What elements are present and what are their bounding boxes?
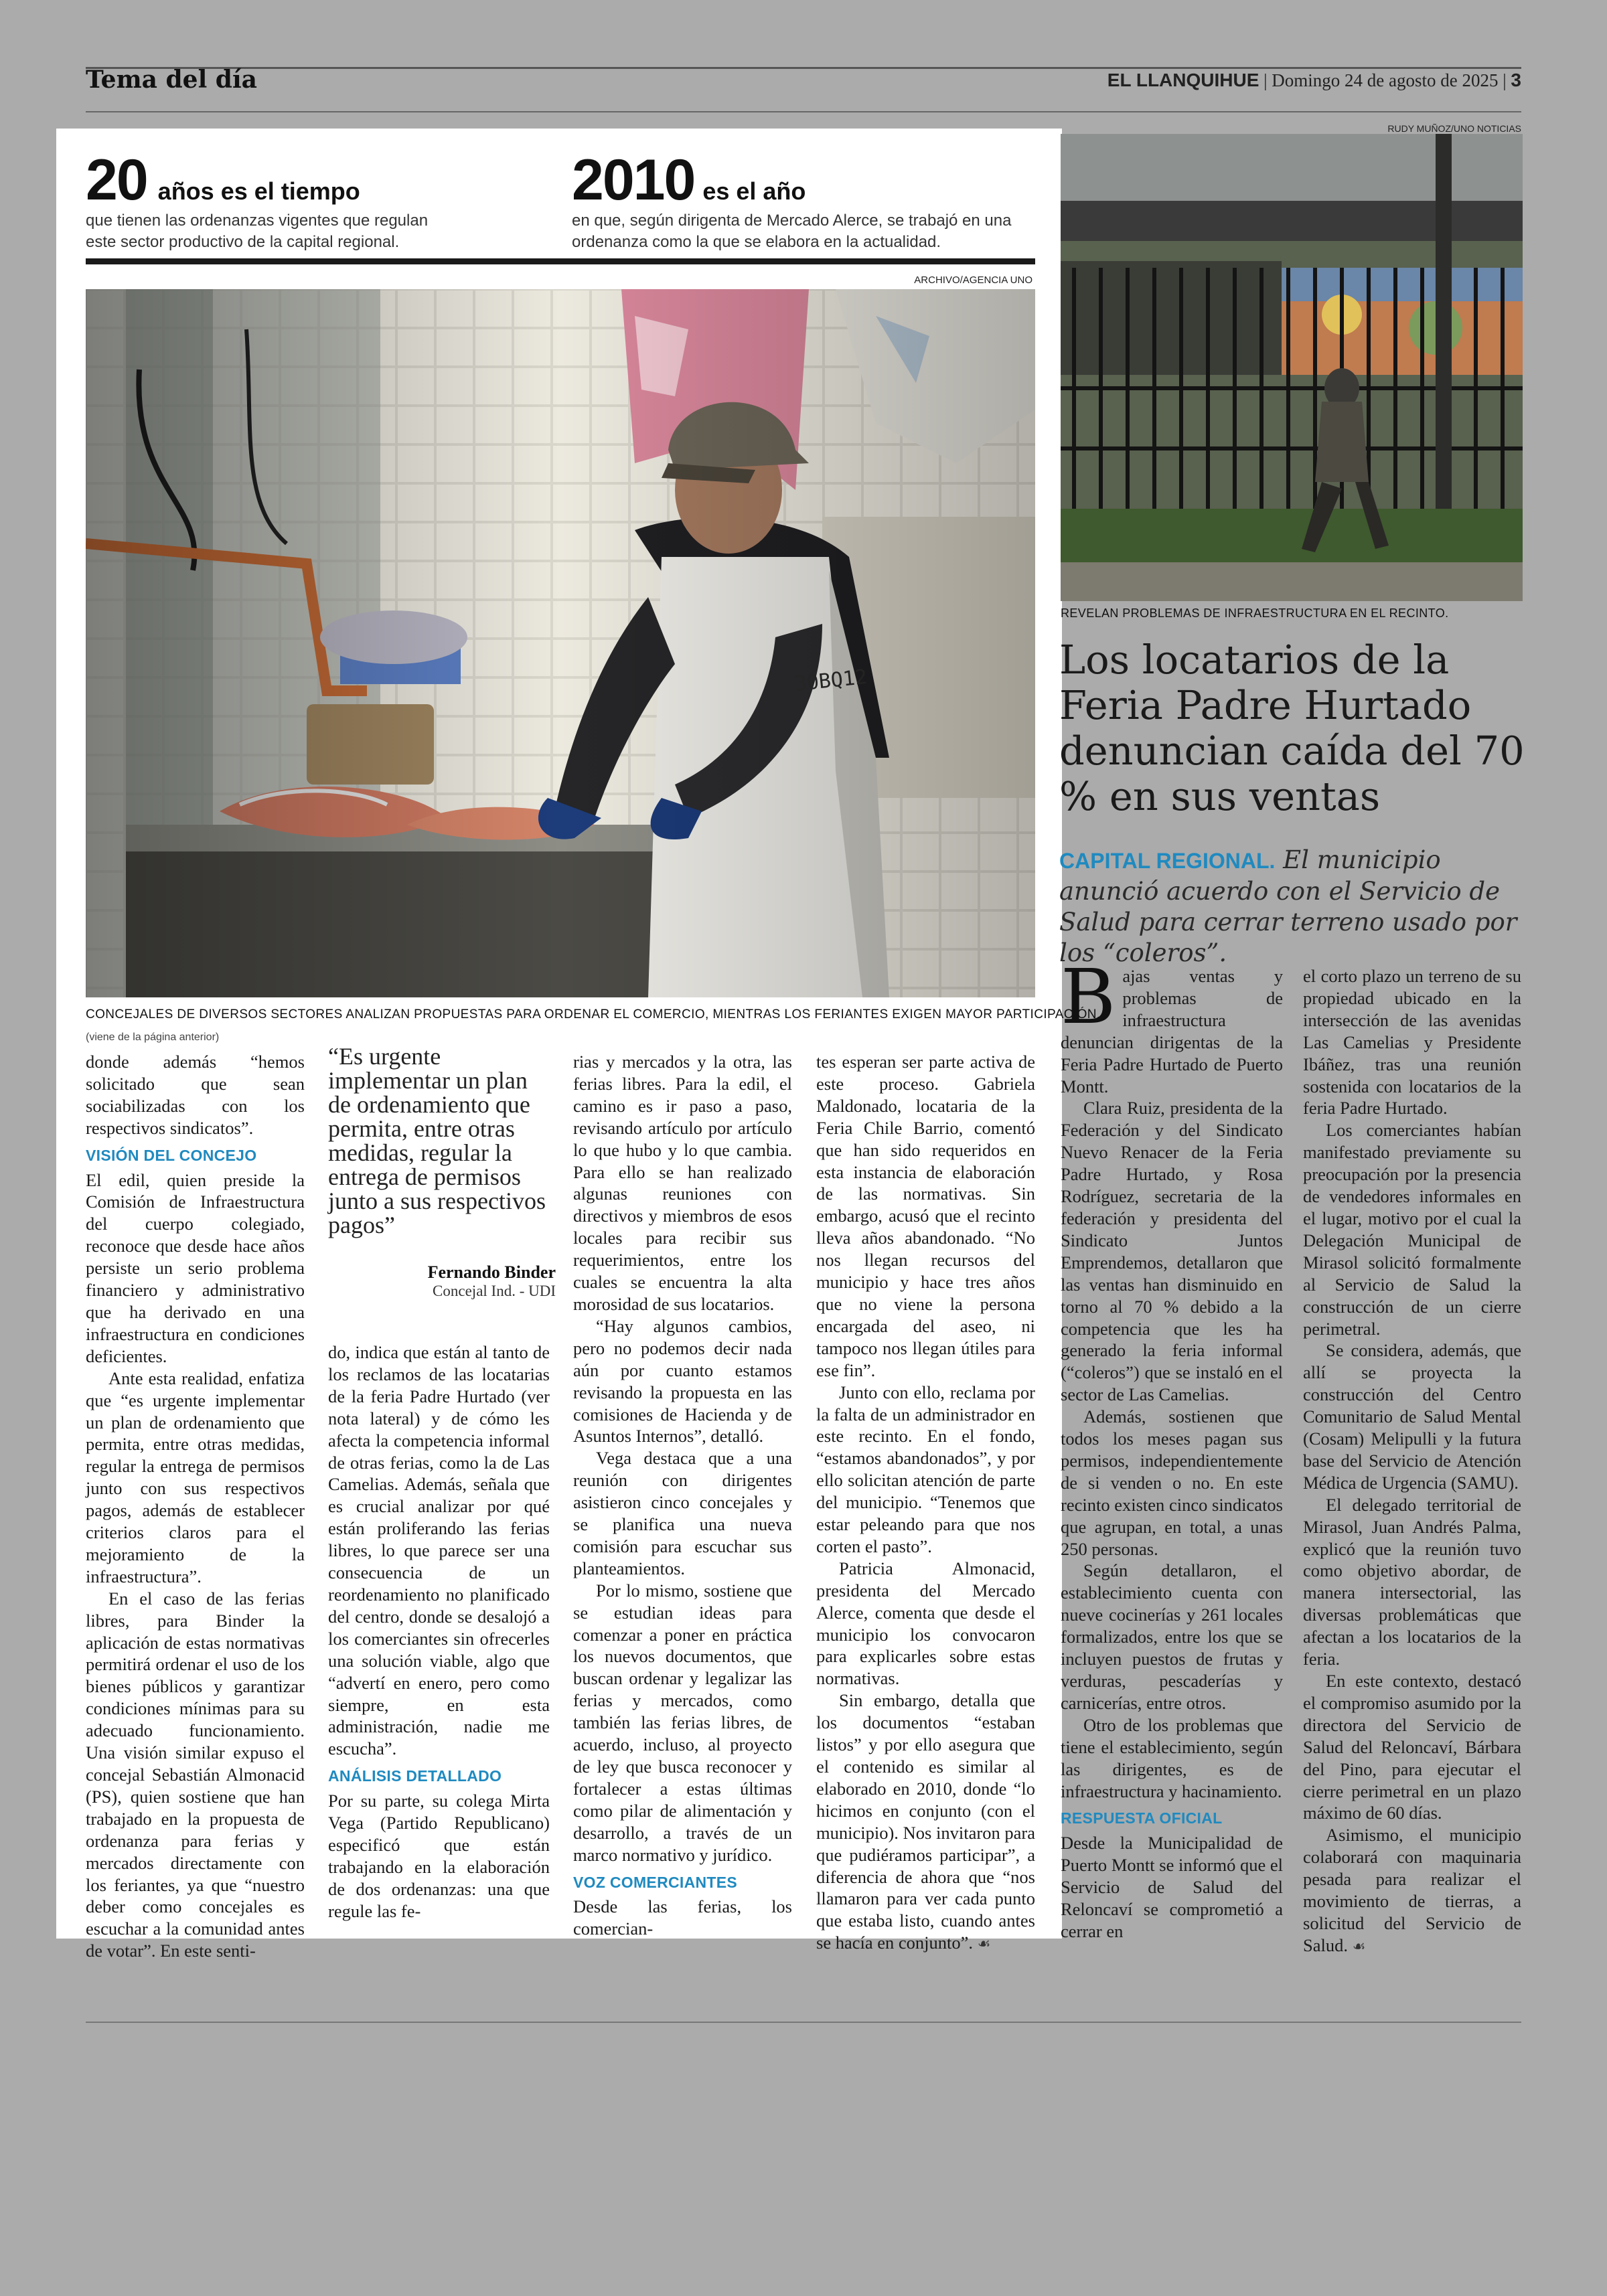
paragraph: tes esperan ser parte activa de este proceso. Gabriela Maldonado, locataria de la Feria Chile Barrio, comentó que han sido requeridos en esta instancia de elaboración de las normativas. Sin embargo, acusó que el recinto lleva años abandonado. “No nos llegan recursos del municipio y hace tres años que no viene la persona encargada del aseo, ni tampoco nos llegan útiles para ese fin”.: [816, 1052, 1035, 1380]
end-mark-icon: ☙: [1352, 1938, 1366, 1955]
header-bottom-rule: [86, 111, 1521, 112]
issue-date: Domingo 24 de agosto de 2025: [1272, 70, 1499, 90]
continued-note: (viene de la página anterior): [86, 1032, 220, 1043]
pull-quote-author: Fernando Binder: [427, 1262, 556, 1282]
drop-cap: B: [1061, 954, 1116, 1041]
paragraph: el corto plazo un terreno de su propiedad ubicado en la intersección de las avenidas Las Camelias y Presidente Ibáñez, tras una reunión sostenida con locatarios de la feria Padre Hurtado.: [1303, 966, 1521, 1119]
paragraph: Clara Ruiz, presidenta de la Federación y del Sindicato Nuevo Renacer de la Feria Padre Hurtado, y Rosa Rodríguez, secretaria de la federación y presidenta del Sindicato Juntos Emprendemos, detallaron que las ventas han disminuido en torno al 70 % debido a la competencia que les ha generado la feria informal (“coleros”) que se instaló en el sector de Las Camelias.: [1061, 1098, 1283, 1405]
pull-quote-text: “Es urgente implementar un plan de ordenamiento que permita, entre otras medidas, regular la entrega de permisos junto a sus respectivos pagos”: [328, 1043, 546, 1238]
side-article-title: Los locatarios de la Feria Padre Hurtado denuncian caída del 70 % en sus ventas: [1059, 637, 1525, 819]
stat-label: años es el tiempo: [157, 177, 360, 205]
article-column-2: [328, 1341, 550, 1922]
subhead-vision-concejo: VISIÓN DEL CONCEJO: [86, 1146, 257, 1164]
side-article-column-2: [1303, 965, 1521, 1959]
article-column-4: [816, 1051, 1035, 1956]
pull-quote: [328, 1044, 556, 1300]
masthead: EL LLANQUIHUE | Domingo 24 de agosto de 2025 | 3: [1107, 70, 1521, 90]
paragraph: ajas ventas y problemas de infraestructura denuncian dirigentas de la Feria Padre Hurtado de Puerto Montt.: [1061, 966, 1283, 1096]
main-photo: [86, 289, 1035, 997]
article-column-3: [573, 1051, 792, 1940]
paragraph: “Hay algunos cambios, pero no podemos decir nada aún por cuanto estamos revisando la propuesta en las comisiones de Hacienda y de Asuntos Internos”, detalló.: [573, 1315, 792, 1447]
stat-description-line1: que tienen las ordenanzas vigentes que regulan: [86, 212, 429, 230]
fish-vendor-photo: [86, 289, 1035, 997]
stat-number: 2010: [572, 148, 695, 212]
right-photo-credit: RUDY MUÑOZ/UNO NOTICIAS: [1387, 123, 1521, 134]
article-column-1: [86, 1051, 305, 1962]
page-number: 3: [1511, 70, 1521, 90]
right-photo-caption: REVELAN PROBLEMAS DE INFRAESTRUCTURA EN EL RECINTO.: [1061, 606, 1449, 620]
stat-label: es el año: [702, 177, 806, 205]
section-label: Tema del día: [86, 66, 257, 94]
stat-block-2: [572, 148, 1041, 253]
paper-name: EL LLANQUIHUE: [1107, 70, 1259, 90]
header-top-rule: [86, 67, 1521, 69]
end-mark-icon: ☙: [977, 1936, 991, 1953]
paragraph: Patricia Almonacid, presidenta del Mercado Alerce, comenta que desde el municipio los convocaron para explicarles sobre estas normativas.: [816, 1558, 1035, 1689]
paragraph: Ante esta realidad, enfatiza que “es urgente implementar un plan de ordenamiento que permita, entre otras medidas, regular la entrega de permisos junto con sus respectivos pagos, además de establecer criterios claros para el mejoramiento de la infraestructura”.: [86, 1368, 305, 1586]
paragraph: rias y mercados y la otra, las ferias libres. Para la edil, el camino es ir paso a paso, revisando artículo por artículo lo que hubo y lo que cambia. Para ello se han realizado algunas reuniones con directivos y miembros de esos locales para recibir sus requerimientos, entre los cuales se encuentra la alta morosidad de sus locatarios.: [573, 1052, 792, 1314]
page-bottom-rule: [86, 2022, 1521, 2023]
stat-block-1: [86, 148, 554, 253]
stat-number: 20: [86, 148, 147, 212]
paragraph: El edil, quien preside la Comisión de Infraestructura del cuerpo colegiado, reconoce que desde hace años persiste un serio problema financiero y administrativo que ha derivado en una infraestructura en condiciones deficientes.: [86, 1169, 305, 1366]
fence-photo: [1061, 134, 1523, 601]
main-photo-credit: ARCHIVO/AGENCIA UNO: [914, 274, 1032, 286]
main-photo-caption: CONCEJALES DE DIVERSOS SECTORES ANALIZAN PROPUESTAS PARA ORDENAR EL COMERCIO, MIENTRAS LOS FERIANTES EXIGEN MAYOR PARTICIPACIÓN.: [86, 1007, 1101, 1021]
paragraph: Asimismo, el municipio colaborará con maquinaria pesada para realizar el movimiento de tierras, a solicitud del Servicio de Salud. ☙: [1303, 1825, 1521, 1955]
paragraph: donde además “hemos solicitado que sean sociabilizadas con los respectivos sindicatos”.: [86, 1052, 305, 1138]
paragraph: En el caso de las ferias libres, para Binder la aplicación de estas normativas permitirá ordenar el uso de los bienes públicos y garantizar condiciones mínimas para su adecuado funcionamiento. Una visión similar expuso el concejal Sebastián Almonacid (PS), quien sostiene que han trabajado en la propuesta de ordenanza para ferias y mercados directamente con los feriantes, ya que “nuestro deber como concejales es escuchar a la comunidad antes de votar”. En este senti-: [86, 1588, 305, 1961]
subhead-respuesta-oficial: RESPUESTA OFICIAL: [1061, 1809, 1223, 1827]
paragraph: Según detallaron, el establecimiento cuenta con nueve cocinerías y 261 locales formalizados, entre los que se incluyen puestos de frutas y verduras, pescaderías y carnicerías, entre otros.: [1061, 1560, 1283, 1713]
paragraph: Vega destaca que a una reunión con dirigentes asistieron cinco concejales y se planifica una nueva comisión para escuchar sus planteamientos.: [573, 1448, 792, 1578]
right-photo: [1061, 134, 1523, 601]
stat-description-line2: este sector productivo de la capital regional.: [86, 233, 400, 251]
paragraph: Se considera, además, que allí se proyecta la construcción del Centro Comunitario de Salud Mental (Cosam) Melipulli y la futura base del Servicio de Atención Médica de Urgencia (SAMU).: [1303, 1340, 1521, 1493]
paragraph: Desde las ferias, los comercian-: [573, 1896, 792, 1939]
paragraph: Además, sostienen que todos los meses pagan sus permisos, independientemente de si venden o no. En este recinto existen cinco sindicatos que agrupan, en total, a unas 250 personas.: [1061, 1406, 1283, 1559]
paragraph: Por su parte, su colega Mirta Vega (Partido Republicano) especificó que están trabajando en la elaboración de dos ordenanzas: una que regule las fe-: [328, 1791, 550, 1921]
subhead-voz-comerciantes: VOZ COMERCIANTES: [573, 1873, 738, 1891]
lead-kicker: CAPITAL REGIONAL.: [1059, 849, 1276, 873]
subhead-analisis-detallado: ANÁLISIS DETALLADO: [328, 1767, 502, 1785]
paragraph: Los comerciantes habían manifestado previamente su preocupación por la presencia de vendedores informales en el lugar, motivo por el cual la Delegación Municipal de Mirasol solicitó formalmente al Servicio de Salud la construcción de un cierre perimetral.: [1303, 1120, 1521, 1339]
lead-text: El municipio anunció acuerdo con el Servicio de Salud para cerrar terreno usado por los “coleros”.: [1059, 845, 1517, 967]
paragraph: Por lo mismo, sostiene que se estudian ideas para comenzar a poner en práctica los nuevos documentos, que buscan ordenar y legalizar las ferias y mercados, como también las ferias libres, de acuerdo, incluso, al proyecto de ley que busca reconocer y fortalecer a estas últimas como pilar de alimentación y desarrollo, a través de un marco normativo y jurídico.: [573, 1580, 792, 1865]
paragraph: Desde la Municipalidad de Puerto Montt se informó que el Servicio de Salud del Reloncaví se comprometió a cerrar en: [1061, 1833, 1283, 1941]
stats-divider: [86, 258, 1035, 264]
stat-description-line2: ordenanza como la que se elabora en la actualidad.: [572, 233, 941, 251]
paragraph: En este contexto, destacó el compromiso asumido por la directora del Servicio de Salud del Reloncaví, Bárbara del Pino, para ejecutar el cierre perimetral en un plazo máximo de 60 días.: [1303, 1671, 1521, 1823]
paragraph: Otro de los problemas que tiene el establecimiento, según las dirigentes, es de infraestructura y hacinamiento.: [1061, 1714, 1283, 1801]
side-article-lead: [1059, 845, 1528, 969]
paragraph: El delegado territorial de Mirasol, Juan Andrés Palma, explicó que la reunión tuvo como objetivo abordar, de manera intersectorial, las diversas problemáticas que afectan a los locatarios de la feria.: [1303, 1494, 1521, 1669]
stat-description-line1: en que, según dirigenta de Mercado Alerce, se trabajó en una: [572, 212, 1012, 230]
pull-quote-role: Concejal Ind. - UDI: [433, 1283, 556, 1299]
paragraph: Sin embargo, detalla que los documentos “estaban listos” y por ello asegura que el contenido es similar al elaborado en 2010, donde “lo hicimos en conjunto (con el municipio). Nos invitaron para que pudiéramos participar”, a diferencia de ahora que “nos llamaron para ver cada punto que estaba listo, cuando antes se hacía en conjunto”. ☙: [816, 1690, 1035, 1953]
paragraph: do, indica que están al tanto de los reclamos de las locatarias de la feria Padre Hurtado (ver nota lateral) y de cómo les afecta la competencia informal de otras ferias, como la de Las Camelias. Además, señala que es crucial analizar por qué están proliferando las ferias libres, lo que parece ser una consecuencia de un reordenamiento no planificado del centro, donde se desalojó a los comerciantes sin ofrecerles una solución viable, algo que “advertí en enero, pero como siempre, en esta administración, nadie me escucha”.: [328, 1342, 550, 1759]
paragraph: Junto con ello, reclama por la falta de un administrador en este recinto. En el fondo, “estamos abandonados”, y por ello solicitan atención de parte del municipio. “Tenemos que estar peleando para que nos corten el pasto”.: [816, 1382, 1035, 1556]
side-article-column-1: [1061, 954, 1283, 1943]
